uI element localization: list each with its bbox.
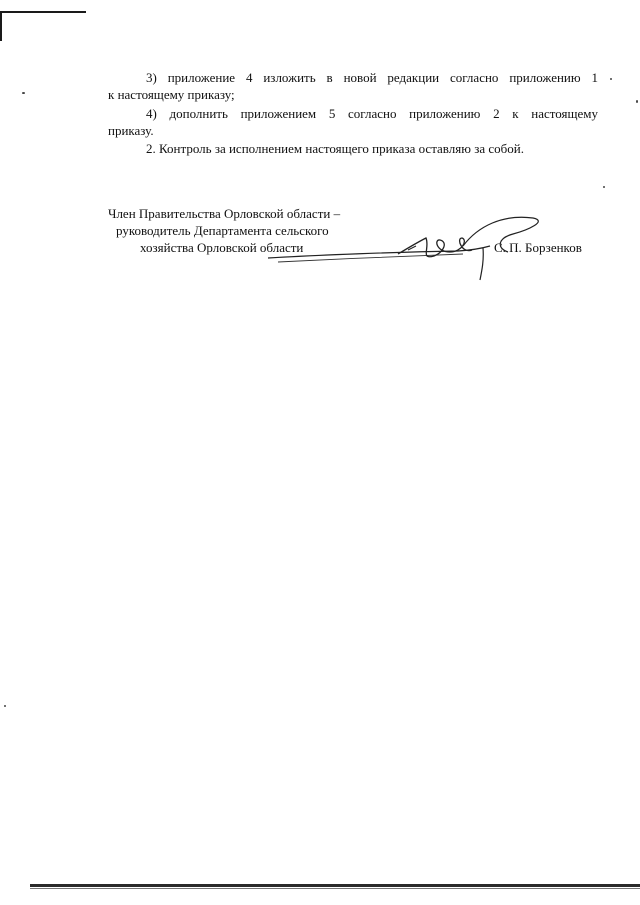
signer-name: С. П. Борзенков [494,240,582,255]
scan-edge-top [0,11,86,13]
scan-speck [4,705,6,707]
item-3-line-1: 3) приложение 4 изложить в новой редакции согласно приложению 1 [146,70,598,85]
scan-speck [636,100,638,103]
handwritten-signature [258,208,548,288]
signature-title-line-2: руководитель Департамента сельского [116,223,329,238]
item-4-line-1: 4) дополнить приложением 5 согласно приложению 2 к настоящему [146,106,598,121]
scan-speck [610,78,612,80]
scan-speck [22,92,25,94]
scan-edge-bottom [30,884,640,887]
item-3-line-2: к настоящему приказу; [108,87,235,102]
scan-edge-bottom-thin [30,888,640,889]
signature-title-line-1: Член Правительства Орловской области – [108,206,341,221]
scan-edge-left [0,11,2,41]
signature-title-line-3: хозяйства Орловской области [140,240,304,255]
item-4-line-2: приказу. [108,123,154,138]
point-2: 2. Контроль за исполнением настоящего приказа оставляю за собой. [146,141,524,156]
scan-speck [603,186,605,188]
